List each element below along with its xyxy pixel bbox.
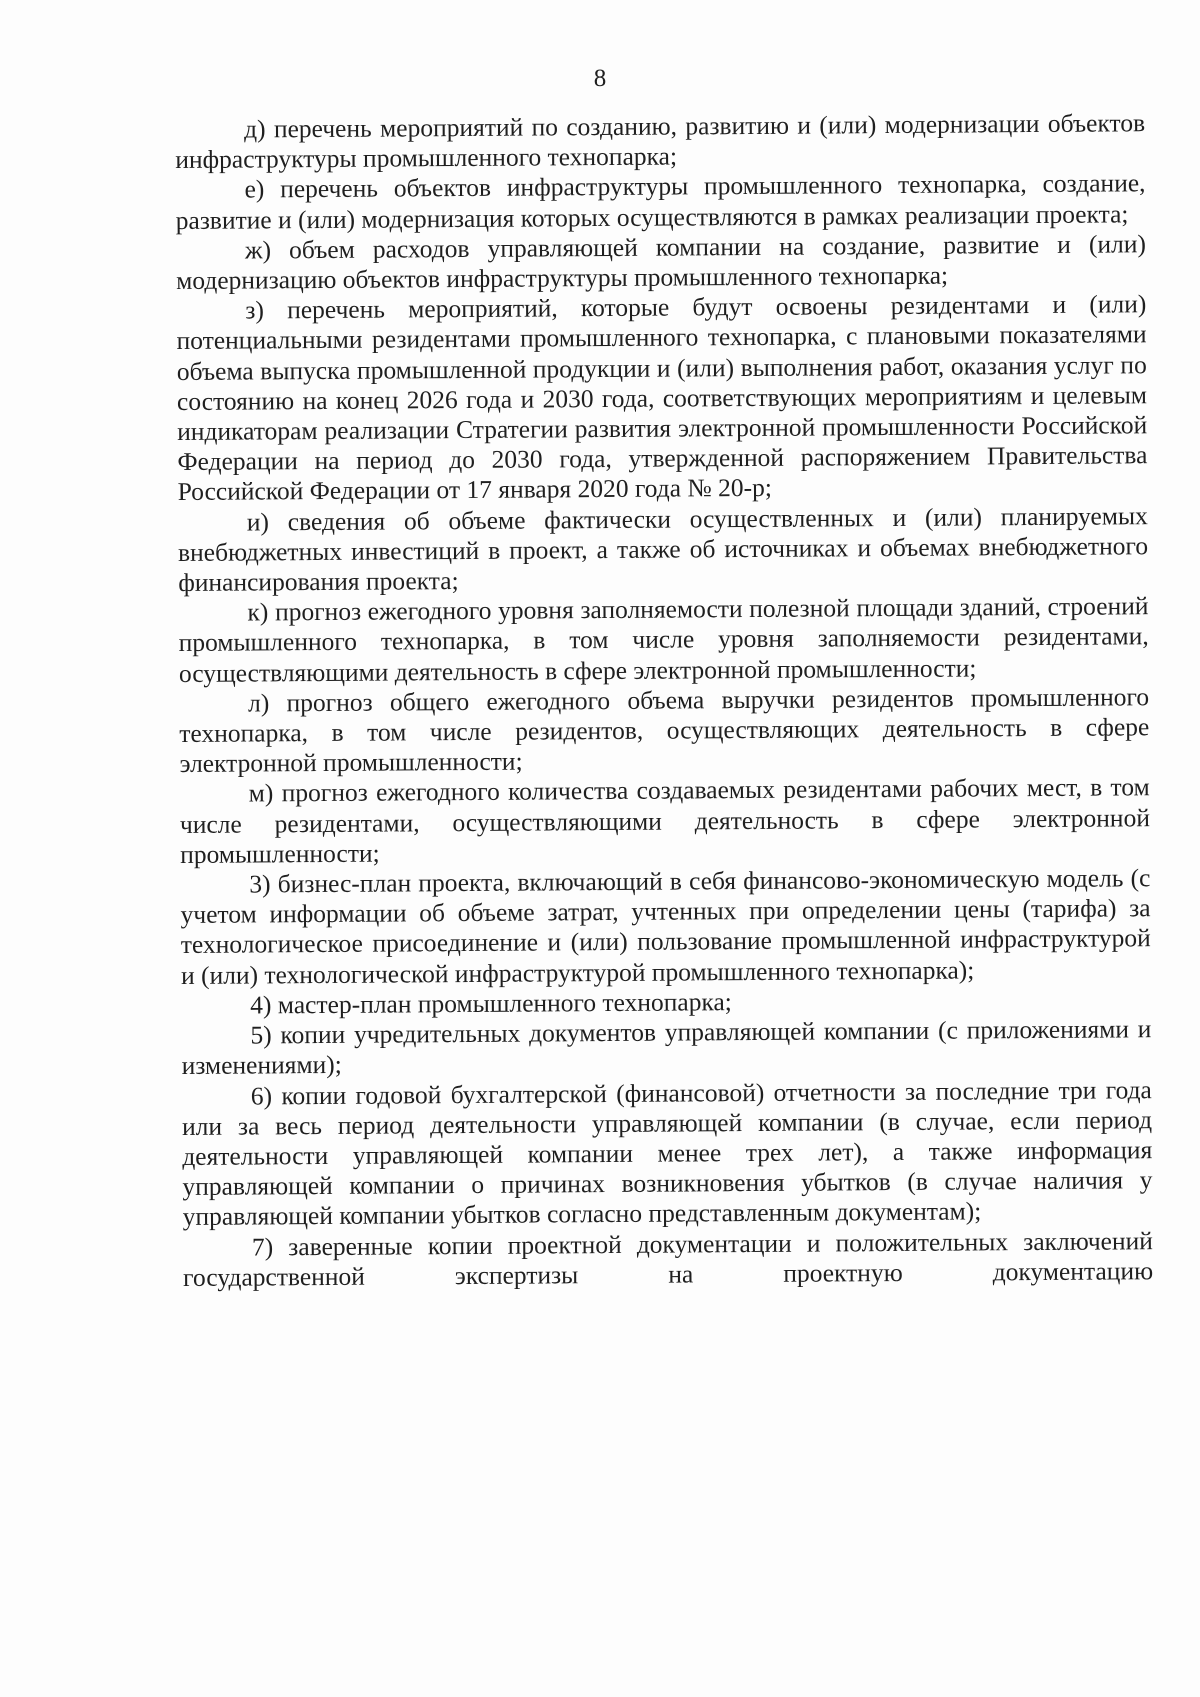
paragraph-7: 7) заверенные копии проектной документации и положительных заключений государственной экспертизы на проектную документацию [183, 1225, 1154, 1292]
paragraph-6: 6) копии годовой бухгалтерской (финансовой) отчетности за последние три года или за весь период деятельности управляющей компании (в случае, если период деятельности управляющей компании менее трех лет), а также информация управляющей компании о причинах возникновения убытков (в случае наличия у управляющей компании убытков согласно представленным документам); [181, 1074, 1153, 1232]
page-number: 8 [593, 65, 607, 92]
paragraph-l: л) прогноз общего ежегодного объема выручки резидентов промышленного технопарка, в том числе резидентов, осуществляющих деятельность в сфере электронной промышленности; [179, 682, 1150, 779]
paragraph-e: е) перечень объектов инфраструктуры промышленного технопарка, создание, развитие и (или) модернизация которых осуществляются в рамках реализации проекта; [175, 168, 1146, 235]
paragraph-5: 5) копии учредительных документов управляющей компании (с приложениями и изменениями); [181, 1014, 1152, 1081]
paragraph-i: и) сведения об объеме фактически осуществленных и (или) планируемых внебюджетных инвестиций в проект, а также об источниках и объемах внебюджетного финансирования проекта; [177, 500, 1149, 598]
paragraph-z: з) перечень мероприятий, которые будут освоены резидентами и (или) потенциальными резидентами промышленного технопарка, с плановыми показателями объема выпуска промышленной продукции и (или) выполнения работ, оказания услуг по состоянию на конец 2026 года и 2030 года, соответствующих мероприятиям и целевым индикаторам реализации Стратегии развития электронной промышленности Российской Федерации на период до 2030 года, утвержденной распоряжением Правительства Российской Федерации от 17 января 2020 года № 20-р; [176, 289, 1148, 507]
paragraph-zh: ж) объем расходов управляющей компании на создание, развитие и (или) модернизацию объектов инфраструктуры промышленного технопарка; [176, 229, 1147, 296]
paragraph-4: 4) мастер-план промышленного технопарка; [250, 987, 732, 1020]
paragraph-d: д) перечень мероприятий по созданию, развитию и (или) модернизации объектов инфраструктуры промышленного технопарка; [175, 108, 1146, 175]
paragraph-m: м) прогноз ежегодного количества создаваемых резидентами рабочих мест, в том числе резидентами, осуществляющими деятельность в сфере электронной промышленности; [179, 772, 1151, 869]
paragraph-3: 3) бизнес-план проекта, включающий в себя финансово-экономическую модель (с учетом информации об объеме затрат, учтенных при определении цены (тарифа) за технологическое присоединение и (или) пользование промышленной инфраструктурой и (или) технологической инфраструктурой промышленного технопарка); [180, 863, 1151, 990]
document-body [175, 108, 1153, 1293]
paragraph-k: к) прогноз ежегодного уровня заполняемости полезной площади зданий, строений промышленного технопарка, в том числе уровня заполняемости резидентами, осуществляющими деятельность в сфере электронной промышленности; [178, 591, 1149, 688]
